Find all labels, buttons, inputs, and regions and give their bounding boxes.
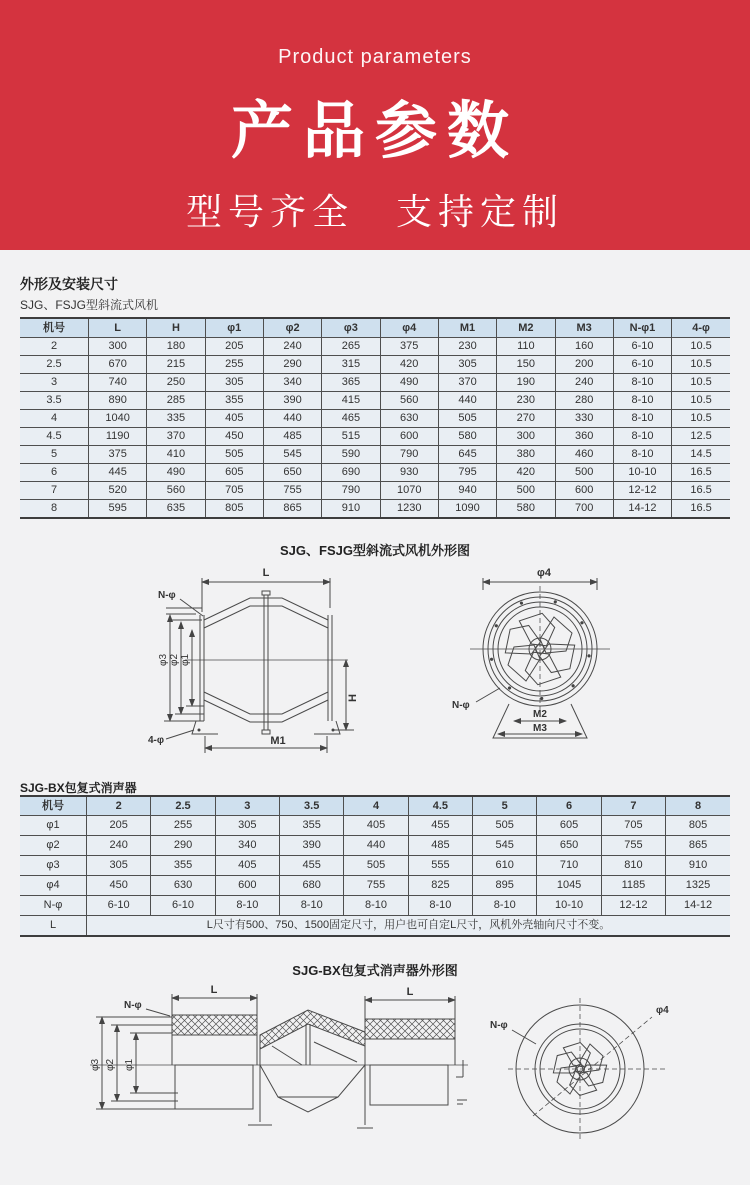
value-cell: 805 [666, 816, 730, 836]
value-cell: 700 [555, 500, 613, 519]
fan-drawing-title: SJG、FSJG型斜流式风机外形图 [280, 543, 470, 558]
value-cell: 215 [147, 356, 205, 374]
row-label-cell: 4.5 [20, 428, 89, 446]
value-cell: 455 [280, 856, 344, 876]
value-cell: 16.5 [672, 464, 730, 482]
value-cell: 1230 [380, 500, 438, 519]
value-cell: 650 [263, 464, 321, 482]
header-cell: N-φ1 [613, 318, 671, 338]
value-cell: 450 [87, 876, 151, 896]
value-cell: 515 [322, 428, 380, 446]
value-cell: 505 [473, 816, 537, 836]
value-cell: 560 [380, 392, 438, 410]
row-label-cell: 2 [20, 338, 89, 356]
note-cell: L尺寸有500、750、1500固定尺寸，用户也可自定L尺寸，风机外壳轴向尺寸不变。 [87, 916, 731, 937]
value-cell: 455 [408, 816, 472, 836]
value-cell: 12-12 [613, 482, 671, 500]
value-cell: 180 [147, 338, 205, 356]
value-cell: 305 [205, 374, 263, 392]
value-cell: 305 [87, 856, 151, 876]
dim-label-phi3: φ3 [90, 1058, 101, 1072]
value-cell: 10.5 [672, 374, 730, 392]
value-cell: 930 [380, 464, 438, 482]
row-label-cell: 6 [20, 464, 89, 482]
value-cell: 440 [263, 410, 321, 428]
table-row [20, 428, 730, 446]
dim-label-L-right: L [406, 986, 414, 998]
value-cell: 6-10 [613, 338, 671, 356]
silencer-outline-drawing [20, 982, 730, 1150]
value-cell: 200 [555, 356, 613, 374]
value-cell: 910 [322, 500, 380, 519]
value-cell: 340 [215, 836, 279, 856]
value-cell: 6-10 [87, 896, 151, 916]
value-cell: 8-10 [613, 446, 671, 464]
row-label-cell: φ3 [20, 856, 87, 876]
dim-label-phi4: φ4 [537, 567, 551, 579]
value-cell: 485 [263, 428, 321, 446]
value-cell: 445 [89, 464, 147, 482]
value-cell: 285 [147, 392, 205, 410]
value-cell: 505 [438, 410, 496, 428]
section-heading-dimensions: 外形及安装尺寸 [20, 276, 118, 292]
value-cell: 240 [87, 836, 151, 856]
value-cell: 705 [601, 816, 665, 836]
value-cell: 380 [497, 446, 555, 464]
dim-label-N-phi: N-φ [158, 590, 176, 601]
value-cell: 890 [89, 392, 147, 410]
value-cell: 910 [666, 856, 730, 876]
value-cell: 420 [380, 356, 438, 374]
dim-label-L-left: L [210, 984, 218, 996]
table-row [20, 338, 730, 356]
value-cell: 555 [408, 856, 472, 876]
value-cell: 10.5 [672, 410, 730, 428]
value-cell: 255 [151, 816, 215, 836]
value-cell: 12.5 [672, 428, 730, 446]
table-row [20, 410, 730, 428]
header-cell: 4.5 [408, 796, 472, 816]
fan-side-view [164, 578, 354, 753]
value-cell: 605 [537, 816, 601, 836]
value-cell: 580 [438, 428, 496, 446]
dim-label-phi2: φ2 [105, 1058, 116, 1072]
value-cell: 315 [322, 356, 380, 374]
value-cell: 605 [205, 464, 263, 482]
value-cell: 240 [263, 338, 321, 356]
value-cell: 505 [344, 856, 408, 876]
silencer-side-view [90, 994, 468, 1128]
header-cell: M3 [555, 318, 613, 338]
value-cell: 110 [497, 338, 555, 356]
header-cell: H [147, 318, 205, 338]
value-cell: 490 [147, 464, 205, 482]
fan-spec-table [20, 317, 730, 519]
value-cell: 755 [344, 876, 408, 896]
row-label-cell: N-φ [20, 896, 87, 916]
value-cell: 10.5 [672, 338, 730, 356]
dim-label-phi2: φ2 [169, 653, 180, 667]
value-cell: 365 [322, 374, 380, 392]
value-cell: 805 [205, 500, 263, 519]
header-cell: M2 [497, 318, 555, 338]
table-row [20, 482, 730, 500]
value-cell: 8-10 [613, 374, 671, 392]
value-cell: 8-10 [473, 896, 537, 916]
table-row [20, 836, 730, 856]
value-cell: 375 [89, 446, 147, 464]
value-cell: 8-10 [344, 896, 408, 916]
dim-label-M1: M1 [270, 735, 286, 747]
table-row [20, 896, 730, 916]
value-cell: 340 [263, 374, 321, 392]
value-cell: 205 [205, 338, 263, 356]
row-label-cell: 5 [20, 446, 89, 464]
value-cell: 560 [147, 482, 205, 500]
value-cell: 390 [263, 392, 321, 410]
table-row [20, 500, 730, 519]
value-cell: 630 [380, 410, 438, 428]
value-cell: 300 [89, 338, 147, 356]
value-cell: 8-10 [215, 896, 279, 916]
value-cell: 500 [497, 482, 555, 500]
value-cell: 14-12 [666, 896, 730, 916]
value-cell: 690 [322, 464, 380, 482]
banner-eyebrow: Product parameters [278, 46, 472, 68]
value-cell: 810 [601, 856, 665, 876]
value-cell: 150 [497, 356, 555, 374]
banner-subtitle: 型号齐全 支持定制 [185, 191, 564, 232]
value-cell: 355 [151, 856, 215, 876]
value-cell: 630 [151, 876, 215, 896]
value-cell: 14-12 [613, 500, 671, 519]
value-cell: 255 [205, 356, 263, 374]
header-cell: 7 [601, 796, 665, 816]
dim-label-N-phi-front: N-φ [452, 700, 470, 711]
header-cell: φ2 [263, 318, 321, 338]
value-cell: 335 [147, 410, 205, 428]
value-cell: 6-10 [151, 896, 215, 916]
row-label-cell: 7 [20, 482, 89, 500]
value-cell: 610 [473, 856, 537, 876]
value-cell: 390 [280, 836, 344, 856]
value-cell: 370 [438, 374, 496, 392]
value-cell: 710 [537, 856, 601, 876]
silencer-spec-table [20, 795, 730, 937]
row-label-cell: 4 [20, 410, 89, 428]
dim-label-L: L [262, 567, 270, 579]
value-cell: 440 [438, 392, 496, 410]
table-row [20, 392, 730, 410]
header-cell: φ3 [322, 318, 380, 338]
value-cell: 405 [215, 856, 279, 876]
value-cell: 545 [473, 836, 537, 856]
row-label-cell: φ1 [20, 816, 87, 836]
header-cell: 2.5 [151, 796, 215, 816]
value-cell: 595 [89, 500, 147, 519]
dim-label-N-phi-side: N-φ [124, 1000, 142, 1011]
value-cell: 865 [666, 836, 730, 856]
header-cell: 6 [537, 796, 601, 816]
value-cell: 680 [280, 876, 344, 896]
dim-label-H: H [347, 694, 359, 702]
header-cell: 3.5 [280, 796, 344, 816]
value-cell: 355 [205, 392, 263, 410]
value-cell: 940 [438, 482, 496, 500]
header-cell: φ4 [380, 318, 438, 338]
value-cell: 8-10 [280, 896, 344, 916]
value-cell: 240 [555, 374, 613, 392]
value-cell: 740 [89, 374, 147, 392]
header-cell: 8 [666, 796, 730, 816]
value-cell: 1070 [380, 482, 438, 500]
value-cell: 265 [322, 338, 380, 356]
value-cell: 755 [263, 482, 321, 500]
value-cell: 12-12 [601, 896, 665, 916]
row-label-cell: 8 [20, 500, 89, 519]
value-cell: 16.5 [672, 500, 730, 519]
section-heading-silencer: SJG-BX包复式消声器 [20, 781, 137, 795]
dim-label-M2: M2 [533, 709, 547, 720]
value-cell: 8-10 [613, 410, 671, 428]
dim-label-N-phi-front: N-φ [490, 1020, 508, 1031]
value-cell: 250 [147, 374, 205, 392]
value-cell: 230 [438, 338, 496, 356]
value-cell: 545 [263, 446, 321, 464]
value-cell: 520 [89, 482, 147, 500]
value-cell: 10.5 [672, 356, 730, 374]
header-cell: 机号 [20, 318, 89, 338]
row-label-cell: φ2 [20, 836, 87, 856]
value-cell: 305 [215, 816, 279, 836]
value-cell: 16.5 [672, 482, 730, 500]
value-cell: 160 [555, 338, 613, 356]
header-row [20, 796, 730, 816]
row-label-cell: L [20, 916, 87, 937]
value-cell: 305 [438, 356, 496, 374]
table-row [20, 816, 730, 836]
value-cell: 290 [151, 836, 215, 856]
value-cell: 600 [555, 482, 613, 500]
row-label-cell: 3.5 [20, 392, 89, 410]
value-cell: 405 [344, 816, 408, 836]
value-cell: 1040 [89, 410, 147, 428]
value-cell: 705 [205, 482, 263, 500]
value-cell: 450 [205, 428, 263, 446]
header-cell: 2 [87, 796, 151, 816]
value-cell: 795 [438, 464, 496, 482]
silencer-front-view [508, 998, 668, 1140]
dim-label-M3: M3 [533, 723, 547, 734]
dim-label-phi1: φ1 [180, 653, 191, 667]
value-cell: 355 [280, 816, 344, 836]
value-cell: 590 [322, 446, 380, 464]
value-cell: 790 [380, 446, 438, 464]
value-cell: 500 [555, 464, 613, 482]
header-cell: L [89, 318, 147, 338]
table-row [20, 356, 730, 374]
value-cell: 10.5 [672, 392, 730, 410]
value-cell: 645 [438, 446, 496, 464]
table-row [20, 374, 730, 392]
value-cell: 505 [205, 446, 263, 464]
value-cell: 8-10 [613, 428, 671, 446]
header-cell: 3 [215, 796, 279, 816]
value-cell: 370 [147, 428, 205, 446]
value-cell: 490 [380, 374, 438, 392]
value-cell: 465 [322, 410, 380, 428]
table-row [20, 916, 730, 937]
section-subheading-fan-model: SJG、FSJG型斜流式风机 [20, 298, 159, 312]
value-cell: 1190 [89, 428, 147, 446]
table-row [20, 856, 730, 876]
header-cell: φ1 [205, 318, 263, 338]
value-cell: 1090 [438, 500, 496, 519]
value-cell: 410 [147, 446, 205, 464]
value-cell: 650 [537, 836, 601, 856]
value-cell: 670 [89, 356, 147, 374]
value-cell: 865 [263, 500, 321, 519]
value-cell: 415 [322, 392, 380, 410]
row-label-cell: 2.5 [20, 356, 89, 374]
value-cell: 600 [215, 876, 279, 896]
table-row [20, 464, 730, 482]
value-cell: 1045 [537, 876, 601, 896]
row-label-cell: φ4 [20, 876, 87, 896]
value-cell: 6-10 [613, 356, 671, 374]
value-cell: 8-10 [408, 896, 472, 916]
value-cell: 8-10 [613, 392, 671, 410]
value-cell: 290 [263, 356, 321, 374]
table-row [20, 446, 730, 464]
value-cell: 270 [497, 410, 555, 428]
value-cell: 485 [408, 836, 472, 856]
silencer-drawing-title: SJG-BX包复式消声器外形图 [292, 963, 458, 978]
header-cell: 机号 [20, 796, 87, 816]
header-cell: 4-φ [672, 318, 730, 338]
header-row [20, 318, 730, 338]
fan-outline-drawing [20, 558, 730, 763]
dim-label-4-phi: 4-φ [148, 735, 165, 746]
value-cell: 300 [497, 428, 555, 446]
header-cell: M1 [438, 318, 496, 338]
table-row [20, 876, 730, 896]
dim-label-phi4: φ4 [656, 1005, 669, 1016]
value-cell: 460 [555, 446, 613, 464]
value-cell: 230 [497, 392, 555, 410]
value-cell: 580 [497, 500, 555, 519]
value-cell: 280 [555, 392, 613, 410]
banner [0, 0, 750, 250]
value-cell: 755 [601, 836, 665, 856]
value-cell: 895 [473, 876, 537, 896]
page-title: 产品参数 [230, 97, 519, 166]
dim-label-phi3: φ3 [158, 653, 169, 667]
value-cell: 825 [408, 876, 472, 896]
value-cell: 1325 [666, 876, 730, 896]
value-cell: 375 [380, 338, 438, 356]
value-cell: 405 [205, 410, 263, 428]
value-cell: 440 [344, 836, 408, 856]
value-cell: 10-10 [537, 896, 601, 916]
value-cell: 1185 [601, 876, 665, 896]
value-cell: 14.5 [672, 446, 730, 464]
value-cell: 10-10 [613, 464, 671, 482]
dim-label-phi1: φ1 [124, 1058, 135, 1072]
value-cell: 420 [497, 464, 555, 482]
value-cell: 635 [147, 500, 205, 519]
header-cell: 5 [473, 796, 537, 816]
value-cell: 360 [555, 428, 613, 446]
header-cell: 4 [344, 796, 408, 816]
value-cell: 790 [322, 482, 380, 500]
value-cell: 190 [497, 374, 555, 392]
row-label-cell: 3 [20, 374, 89, 392]
value-cell: 330 [555, 410, 613, 428]
value-cell: 205 [87, 816, 151, 836]
value-cell: 600 [380, 428, 438, 446]
